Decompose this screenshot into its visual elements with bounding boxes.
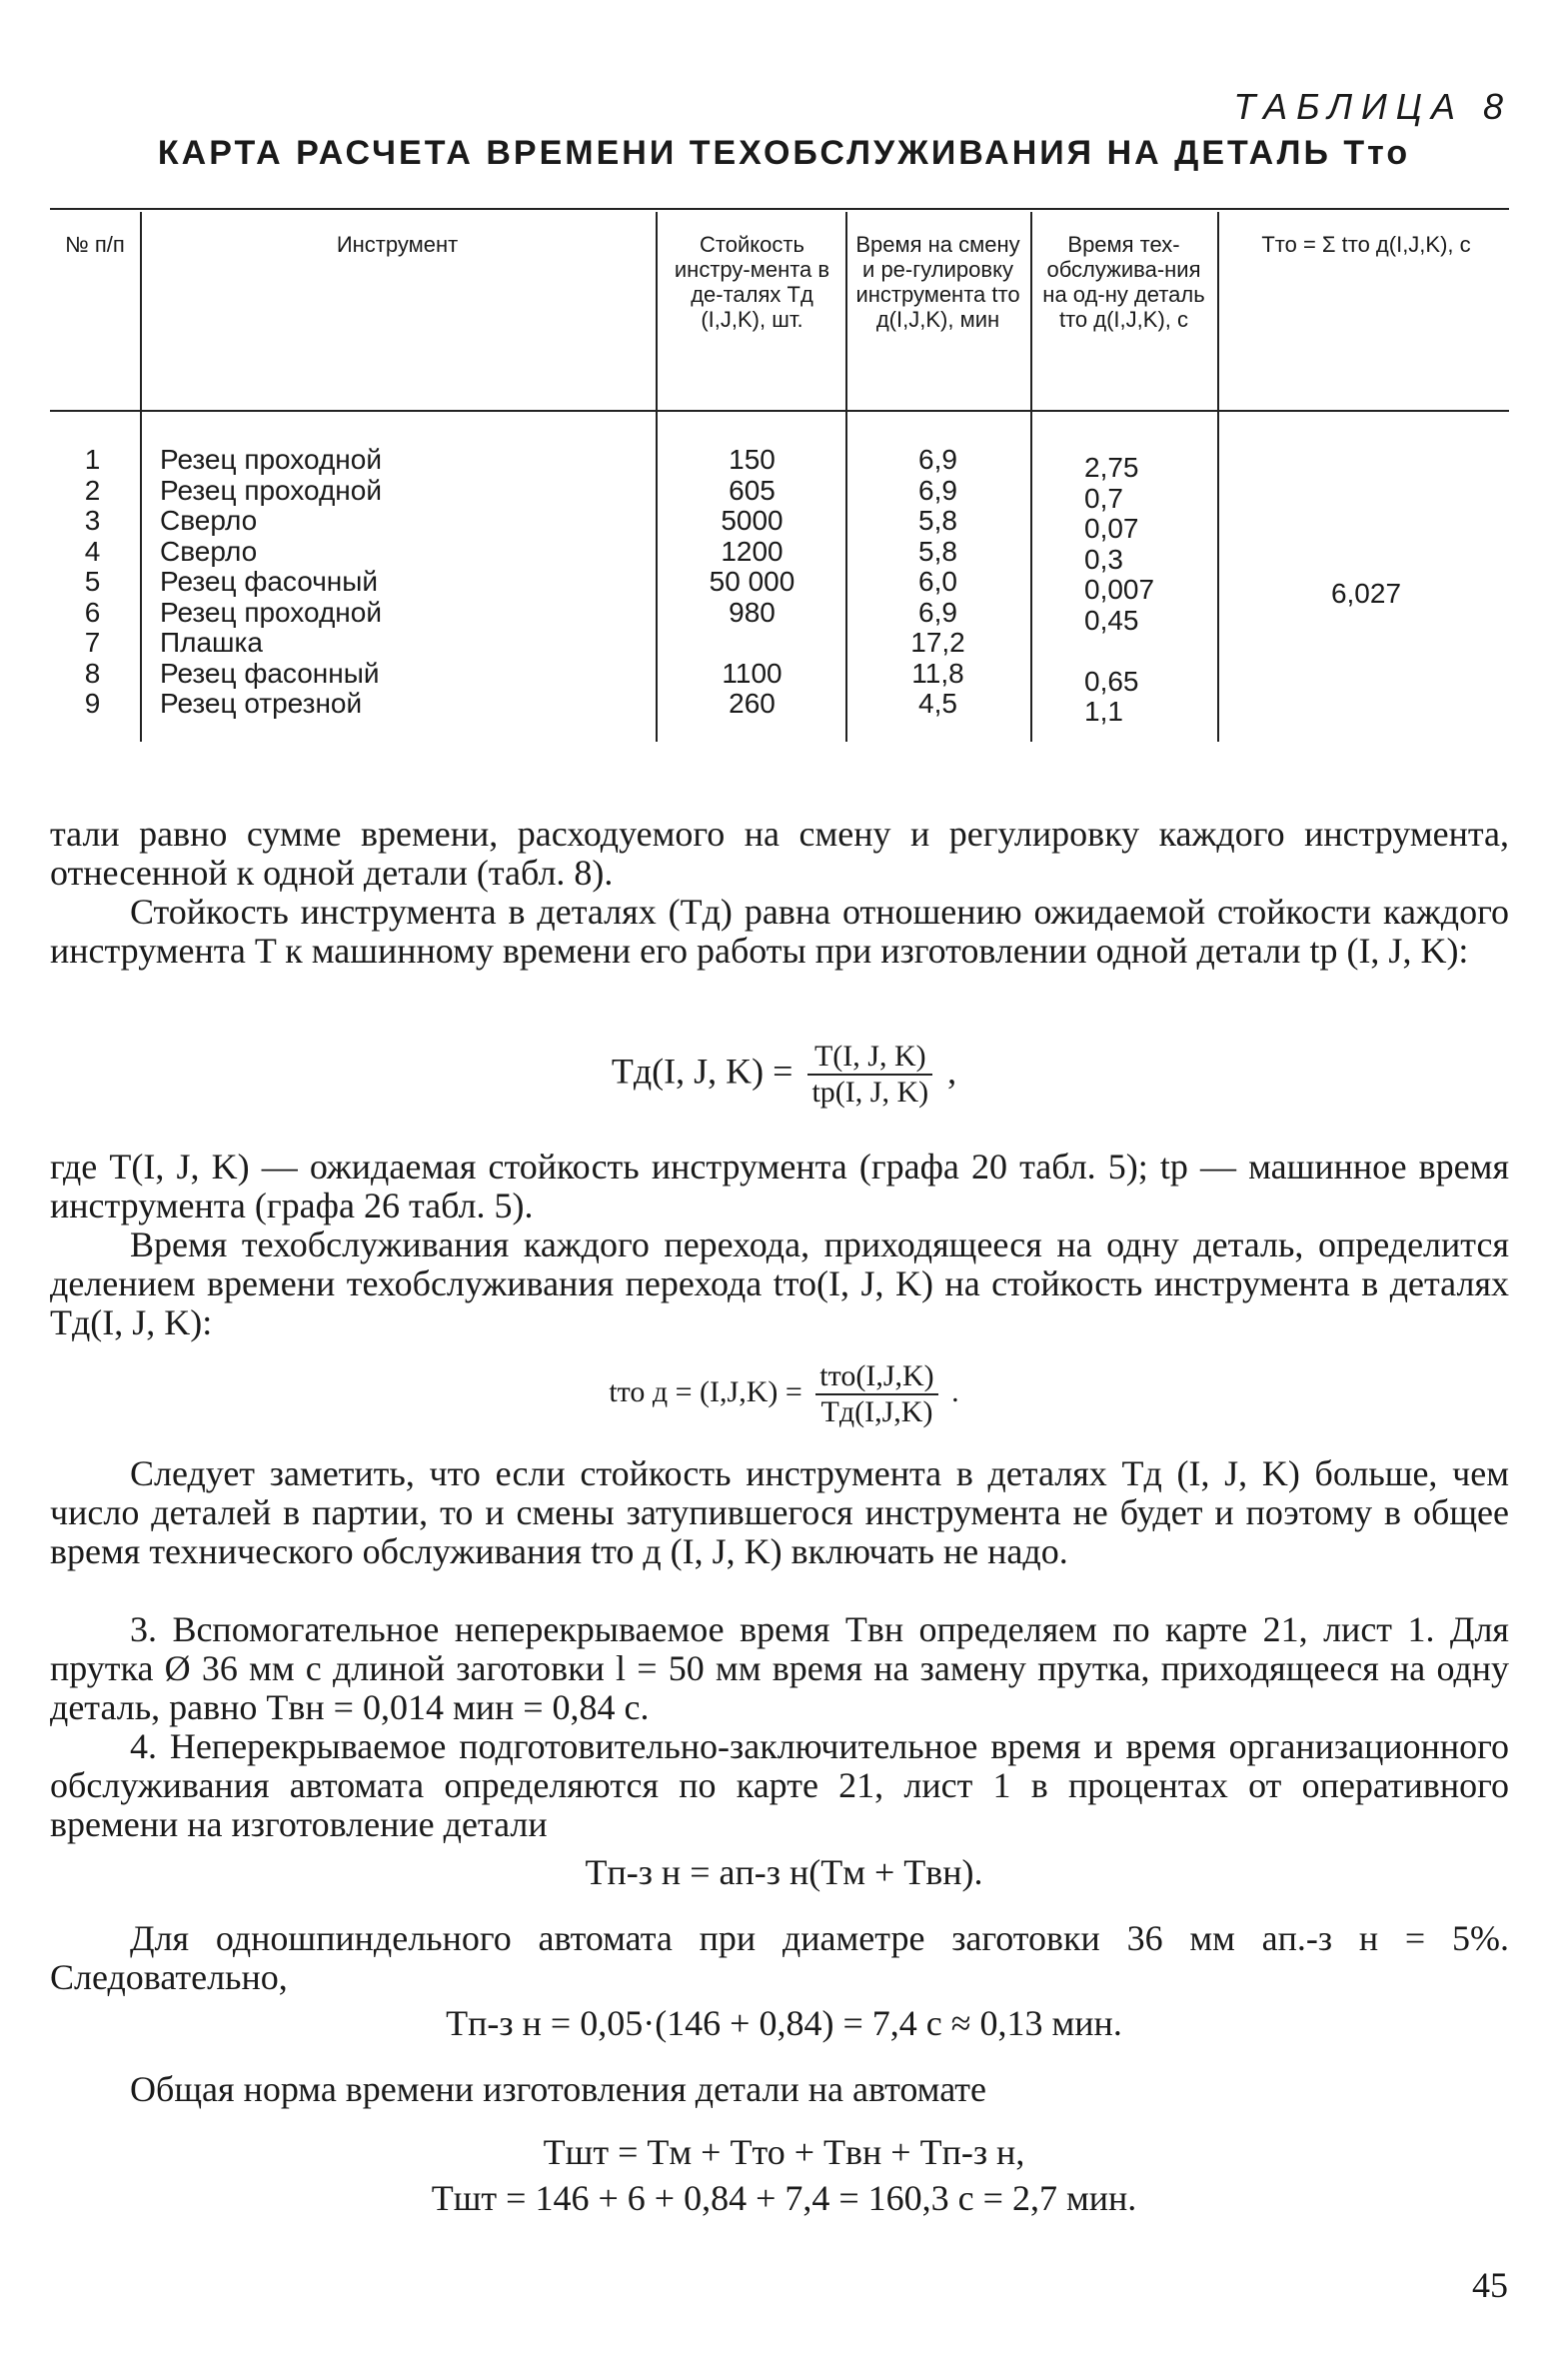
paragraph-text: где T(I, J, K) — ожидаемая стойкость инструмента (графа 20 табл. 5); tр — машинное время инструмента (графа 26 табл. 5). — [50, 1147, 1509, 1225]
table-cell: 9 — [84, 688, 101, 719]
formula-numerator: T(I, J, K) — [807, 1040, 932, 1076]
table-cell: 1100 — [722, 657, 783, 689]
table-cell: 4 — [84, 535, 101, 567]
header-tool: Инструмент — [336, 232, 459, 257]
header-number: № п/п — [65, 232, 125, 257]
table-cell — [1084, 636, 1214, 667]
page-number: 45 — [1472, 2265, 1508, 2305]
table-cell: 11,8 — [911, 657, 964, 689]
formula-piece-time: Tшт = Tм + Tто + Tвн + Tп-з н, — [543, 2132, 1025, 2172]
col-divider — [1217, 212, 1219, 742]
formula-fraction — [807, 1040, 932, 1110]
table-cell: 5,8 — [918, 505, 957, 536]
paragraph-text: Стойкость инструмента в деталях (Tд) равна отношению ожидаемой стойкости каждого инструмента T к машинному времени его работы при изготовлении одной детали tр (I, J, K): — [50, 892, 1509, 971]
table-cell: Сверло — [160, 505, 258, 536]
total-cell: 6,027 — [1330, 578, 1402, 609]
table-cell: Резец фасонный — [160, 657, 380, 689]
table-cell: Резец фасочный — [160, 566, 379, 597]
table-cell: 3 — [84, 505, 101, 536]
paragraph-9 — [50, 2070, 1509, 2109]
column-tool-life — [665, 445, 839, 720]
table-header-rule — [50, 410, 1509, 412]
column-service-time — [1084, 453, 1214, 728]
table-cell: Резец проходной — [160, 596, 382, 628]
paragraph-3 — [50, 1148, 1509, 1225]
table-cell: 6,9 — [918, 474, 957, 506]
header-change-time: Время на смену и ре-гулировку инструмента tто д(I,J,K), мин — [855, 232, 1020, 332]
header-total: Tто = Σ tто д(I,J,K), с — [1261, 232, 1471, 257]
formula-denominator: Tд(I,J,K) — [820, 1395, 933, 1428]
table-cell: 1 — [84, 444, 101, 475]
table-cell: 0,007 — [1084, 574, 1155, 605]
paragraph-1 — [50, 815, 1509, 893]
table-top-rule — [50, 208, 1509, 210]
paragraph-text: тали равно сумме времени, расходуемого на смену и регулировку каждого инструмента, отнесенной к одной детали (табл. 8). — [50, 814, 1509, 893]
formula-tail: , — [947, 1051, 957, 1092]
formula-prep-time: Tп-з н = aп-з н(Tм + Tвн). — [585, 1852, 983, 1892]
table-cell: 8 — [84, 657, 101, 689]
formula-fraction — [815, 1359, 937, 1429]
header-service-time: Время тех-обслужива-ния на од-ну деталь tто д(I,J,K), с — [1042, 232, 1205, 332]
table-cell: 1200 — [721, 535, 784, 567]
col-divider — [1030, 212, 1032, 742]
paragraph-text: Для одношпиндельного автомата при диаметре заготовки 36 мм aп.-з н = 5%. Следовательно, — [50, 1918, 1509, 1997]
formula-service-time — [0, 1359, 1568, 1429]
table-cell: 605 — [729, 474, 776, 506]
formula-tail: . — [951, 1374, 959, 1408]
table-cell: 0,3 — [1084, 543, 1123, 575]
table-cell: Резец проходной — [160, 474, 382, 506]
table-cell: 7 — [84, 627, 101, 658]
column-change-time — [851, 445, 1024, 720]
paragraph-5 — [50, 1454, 1509, 1571]
table-cell: 0,65 — [1084, 665, 1139, 697]
table-cell: 4,5 — [918, 688, 957, 719]
table-title: КАРТА РАСЧЕТА ВРЕМЕНИ ТЕХОБСЛУЖИВАНИЯ НА ДЕТАЛЬ Tто — [157, 134, 1411, 172]
col-divider — [845, 212, 847, 742]
paragraph-2 — [50, 893, 1509, 971]
table-cell: Сверло — [160, 535, 258, 567]
table-cell: 150 — [729, 444, 776, 475]
table-cell: 2,75 — [1084, 452, 1139, 483]
table-cell: 260 — [729, 688, 776, 719]
column-number — [70, 445, 115, 720]
table-cell: 0,07 — [1084, 513, 1139, 544]
table-cell: Резец проходной — [160, 444, 382, 475]
paragraph-text: Время техобслуживания каждого перехода, приходящееся на одну деталь, определится делением времени техобслуживания перехода tто(I, J, K) на стойкость инструмента в деталях Tд(I, J, K): — [50, 1224, 1509, 1342]
col-divider — [656, 212, 658, 742]
col-divider — [140, 212, 142, 742]
table-number: ТАБЛИЦА 8 — [1233, 86, 1512, 127]
table-cell: Резец отрезной — [160, 688, 363, 719]
table-cell: 5000 — [721, 505, 784, 536]
paragraph-text: Общая норма времени изготовления детали на автомате — [130, 2069, 986, 2109]
formula-piece-time-value: Tшт = 146 + 6 + 0,84 + 7,4 = 160,3 с = 2,7 мин. — [431, 2178, 1137, 2218]
formula-numerator: tто(I,J,K) — [815, 1359, 937, 1395]
table-cell: 2 — [84, 474, 101, 506]
formula-tool-life — [0, 1040, 1568, 1110]
table-cell: 980 — [729, 596, 776, 628]
paragraph-text: 3. Вспомогательное неперекрываемое время Tвн определяем по карте 21, лист 1. Для прутка Ø 36 мм с длиной заготовки l = 50 мм время на замену прутка, приходящееся на одну деталь, равно Tвн = 0,014 мин = 0,84 с. — [50, 1609, 1509, 1727]
column-tool — [160, 445, 640, 720]
table-cell: 50 000 — [709, 566, 795, 597]
table-cell: 5 — [84, 566, 101, 597]
table-cell: 6,9 — [918, 596, 957, 628]
formula-left: tто д = (I,J,K) = — [609, 1374, 802, 1408]
formula-left: Tд(I, J, K) = — [611, 1051, 793, 1092]
table-cell: Плашка — [160, 627, 263, 658]
paragraph-7 — [50, 1727, 1509, 1844]
formula-denominator: tр(I, J, K) — [811, 1076, 929, 1109]
table-cell — [665, 628, 839, 659]
header-tool-life: Стойкость инстру-мента в де-талях Tд (I,J,K), шт. — [674, 232, 830, 332]
paragraph-text: 4. Неперекрываемое подготовительно-заключительное время и время организационного обслуживания автомата определяются по карте 21, лист 1 в процентах от оперативного времени на изготовление детали — [50, 1726, 1509, 1844]
table-cell: 6 — [84, 596, 101, 628]
formula-prep-time-value: Tп-з н = 0,05·(146 + 0,84) = 7,4 с ≈ 0,13 мин. — [446, 2003, 1122, 2043]
table-cell: 5,8 — [918, 535, 957, 567]
paragraph-4 — [50, 1225, 1509, 1342]
table-cell: 0,45 — [1084, 604, 1139, 636]
table-cell: 1,1 — [1084, 696, 1123, 727]
paragraph-6 — [50, 1610, 1509, 1727]
table-cell: 6,9 — [918, 444, 957, 475]
paragraph-text: Следует заметить, что если стойкость инструмента в деталях Tд (I, J, K) больше, чем число деталей в партии, то и смены затупившегося инструмента не будет и поэтому в общее время технического обслуживания tто д (I, J, K) включать не надо. — [50, 1453, 1509, 1571]
table-cell: 6,0 — [918, 566, 957, 597]
paragraph-8 — [50, 1919, 1509, 1997]
table-cell: 17,2 — [910, 627, 965, 658]
table-cell: 0,7 — [1084, 482, 1123, 514]
